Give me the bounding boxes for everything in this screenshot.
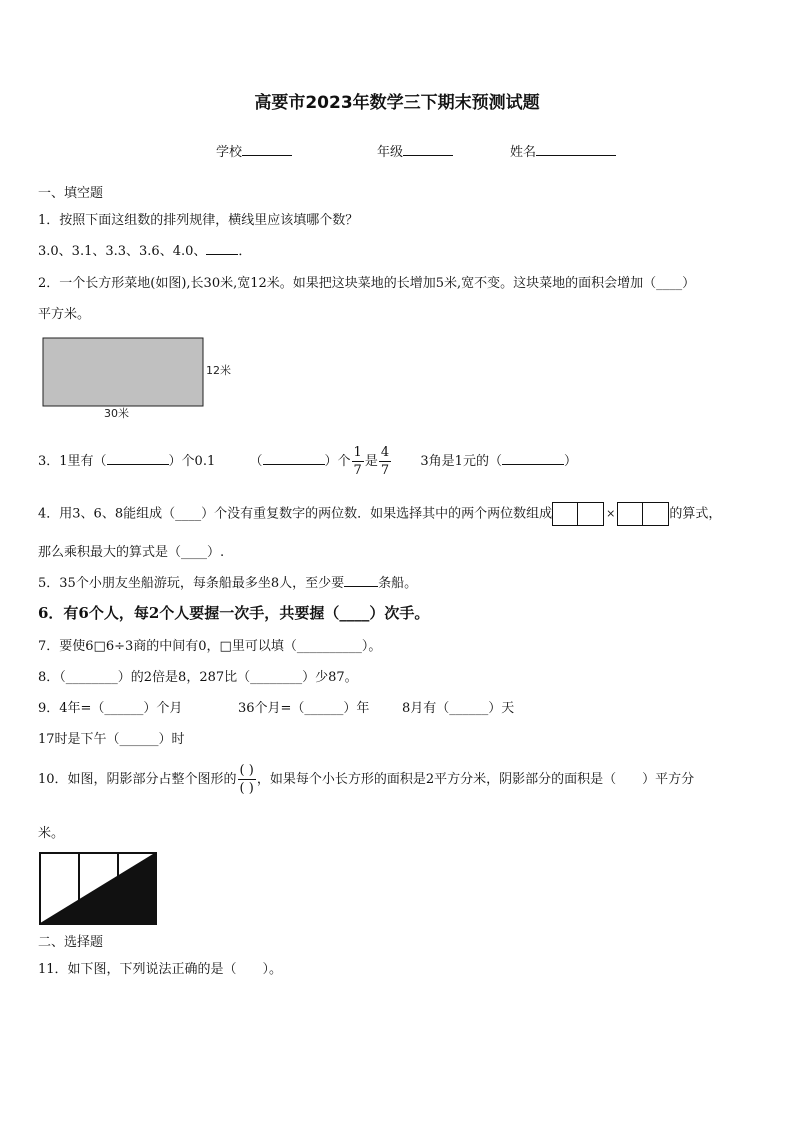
fraction-blank: $\frac{( )}{( )}$ [239, 763, 254, 796]
question-9-line2: 17时是下午（______）时 [38, 732, 185, 747]
q3-blank-3 [502, 452, 564, 465]
field-width-label: 30米 [104, 407, 129, 420]
name-field [510, 141, 616, 160]
question-11: 11．如下图，下列说法正确的是（ ）。 [38, 962, 283, 977]
two-digit-box-right [617, 502, 669, 526]
digit-box [617, 502, 643, 526]
question-2-unit: 平方米。 [38, 307, 91, 322]
page-title: 高要市2023年数学三下期末预测试题 [254, 93, 540, 113]
school-label: 学校 [216, 145, 243, 160]
digit-box [643, 502, 669, 526]
rectangle-field-figure [38, 334, 248, 424]
question-4-line2: 那么乘积最大的算式是（____）. [38, 545, 225, 560]
digit-box [552, 502, 578, 526]
question-3 [38, 446, 577, 477]
q10-prefix: 10．如图，阴影部分占整个图形的 [38, 772, 237, 787]
question-1-sequence [38, 240, 251, 259]
q3-is: 是 [364, 454, 378, 469]
question-1-text: 1．按照下面这组数的排列规律，横线里应该填哪个数？ [38, 213, 359, 228]
times-sign: × [606, 507, 616, 520]
field-height-label: 12米 [206, 364, 231, 377]
question-4-line1 [38, 502, 721, 527]
digit-box [578, 502, 604, 526]
q4-suffix: 的算式， [669, 506, 722, 522]
question-9-part3: 8月有（______）天 [402, 701, 515, 716]
two-digit-box-left [552, 502, 604, 526]
question-7: 7．要使6□6÷3商的中间有0，□里可以填（__________）。 [38, 639, 382, 654]
q3-part1-prefix: 3．1里有（ [38, 454, 107, 469]
q3-blank-2 [263, 452, 325, 465]
grade-field [377, 141, 453, 160]
sequence-blank [206, 242, 238, 255]
school-blank [242, 142, 292, 156]
q4-prefix: 4．用3、6、8能组成（____）个没有重复数字的两位数．如果选择其中的两个两位数组成 [38, 506, 553, 522]
q3-part2-mid: ）个 [324, 454, 351, 469]
q3-part1-suffix: ）个0.1 [168, 454, 216, 469]
q5-blank [344, 574, 378, 587]
question-5 [38, 572, 417, 591]
name-blank [536, 142, 616, 156]
fraction-one-seventh: $\frac{1}{7}$ [353, 445, 362, 478]
field-rectangle [43, 338, 203, 406]
sequence-text: 3.0、3.1、3.3、3.6、4.0、 [38, 244, 207, 259]
grade-label: 年级 [377, 145, 404, 160]
q3-part3-suffix: ） [563, 454, 577, 469]
q10-suffix: ，如果每个小长方形的面积是2平方分米，阴影部分的面积是（ ）平方分 [256, 772, 695, 787]
question-6: 6．有6个人，每2个人要握一次手，共要握（____）次手。 [38, 604, 430, 622]
section-multiple-choice: 二、选择题 [38, 935, 104, 950]
q3-blank-1 [107, 452, 169, 465]
question-9-part1: 9．4年=（______）个月 [38, 701, 183, 716]
school-field [216, 141, 292, 160]
section-fill-in: 一、填空题 [38, 186, 104, 201]
shaded-rectangle-figure [38, 852, 158, 926]
grade-blank [403, 142, 453, 156]
q3-part2-prefix: （ [249, 454, 263, 469]
question-10-line2: 米。 [38, 826, 65, 841]
question-10 [38, 764, 694, 795]
question-8: 8．（________）的2倍是8，287比（________）少87。 [38, 670, 358, 685]
fraction-four-sevenths: $\frac{4}{7}$ [380, 445, 390, 478]
q5-suffix: 条船。 [378, 576, 418, 591]
question-9-part2: 36个月=（______）年 [238, 701, 370, 716]
sequence-end: ． [238, 244, 252, 259]
q5-prefix: 5．35个小朋友坐船游玩，每条船最多坐8人，至少要 [38, 576, 345, 591]
q3-part3-prefix: 3角是1元的（ [420, 454, 502, 469]
name-label: 姓名 [510, 145, 537, 160]
question-2-text: 2．一个长方形菜地(如图),长30米,宽12米。如果把这块菜地的长增加5米,宽不变。这块菜地的面积会增加（____） [38, 276, 696, 291]
